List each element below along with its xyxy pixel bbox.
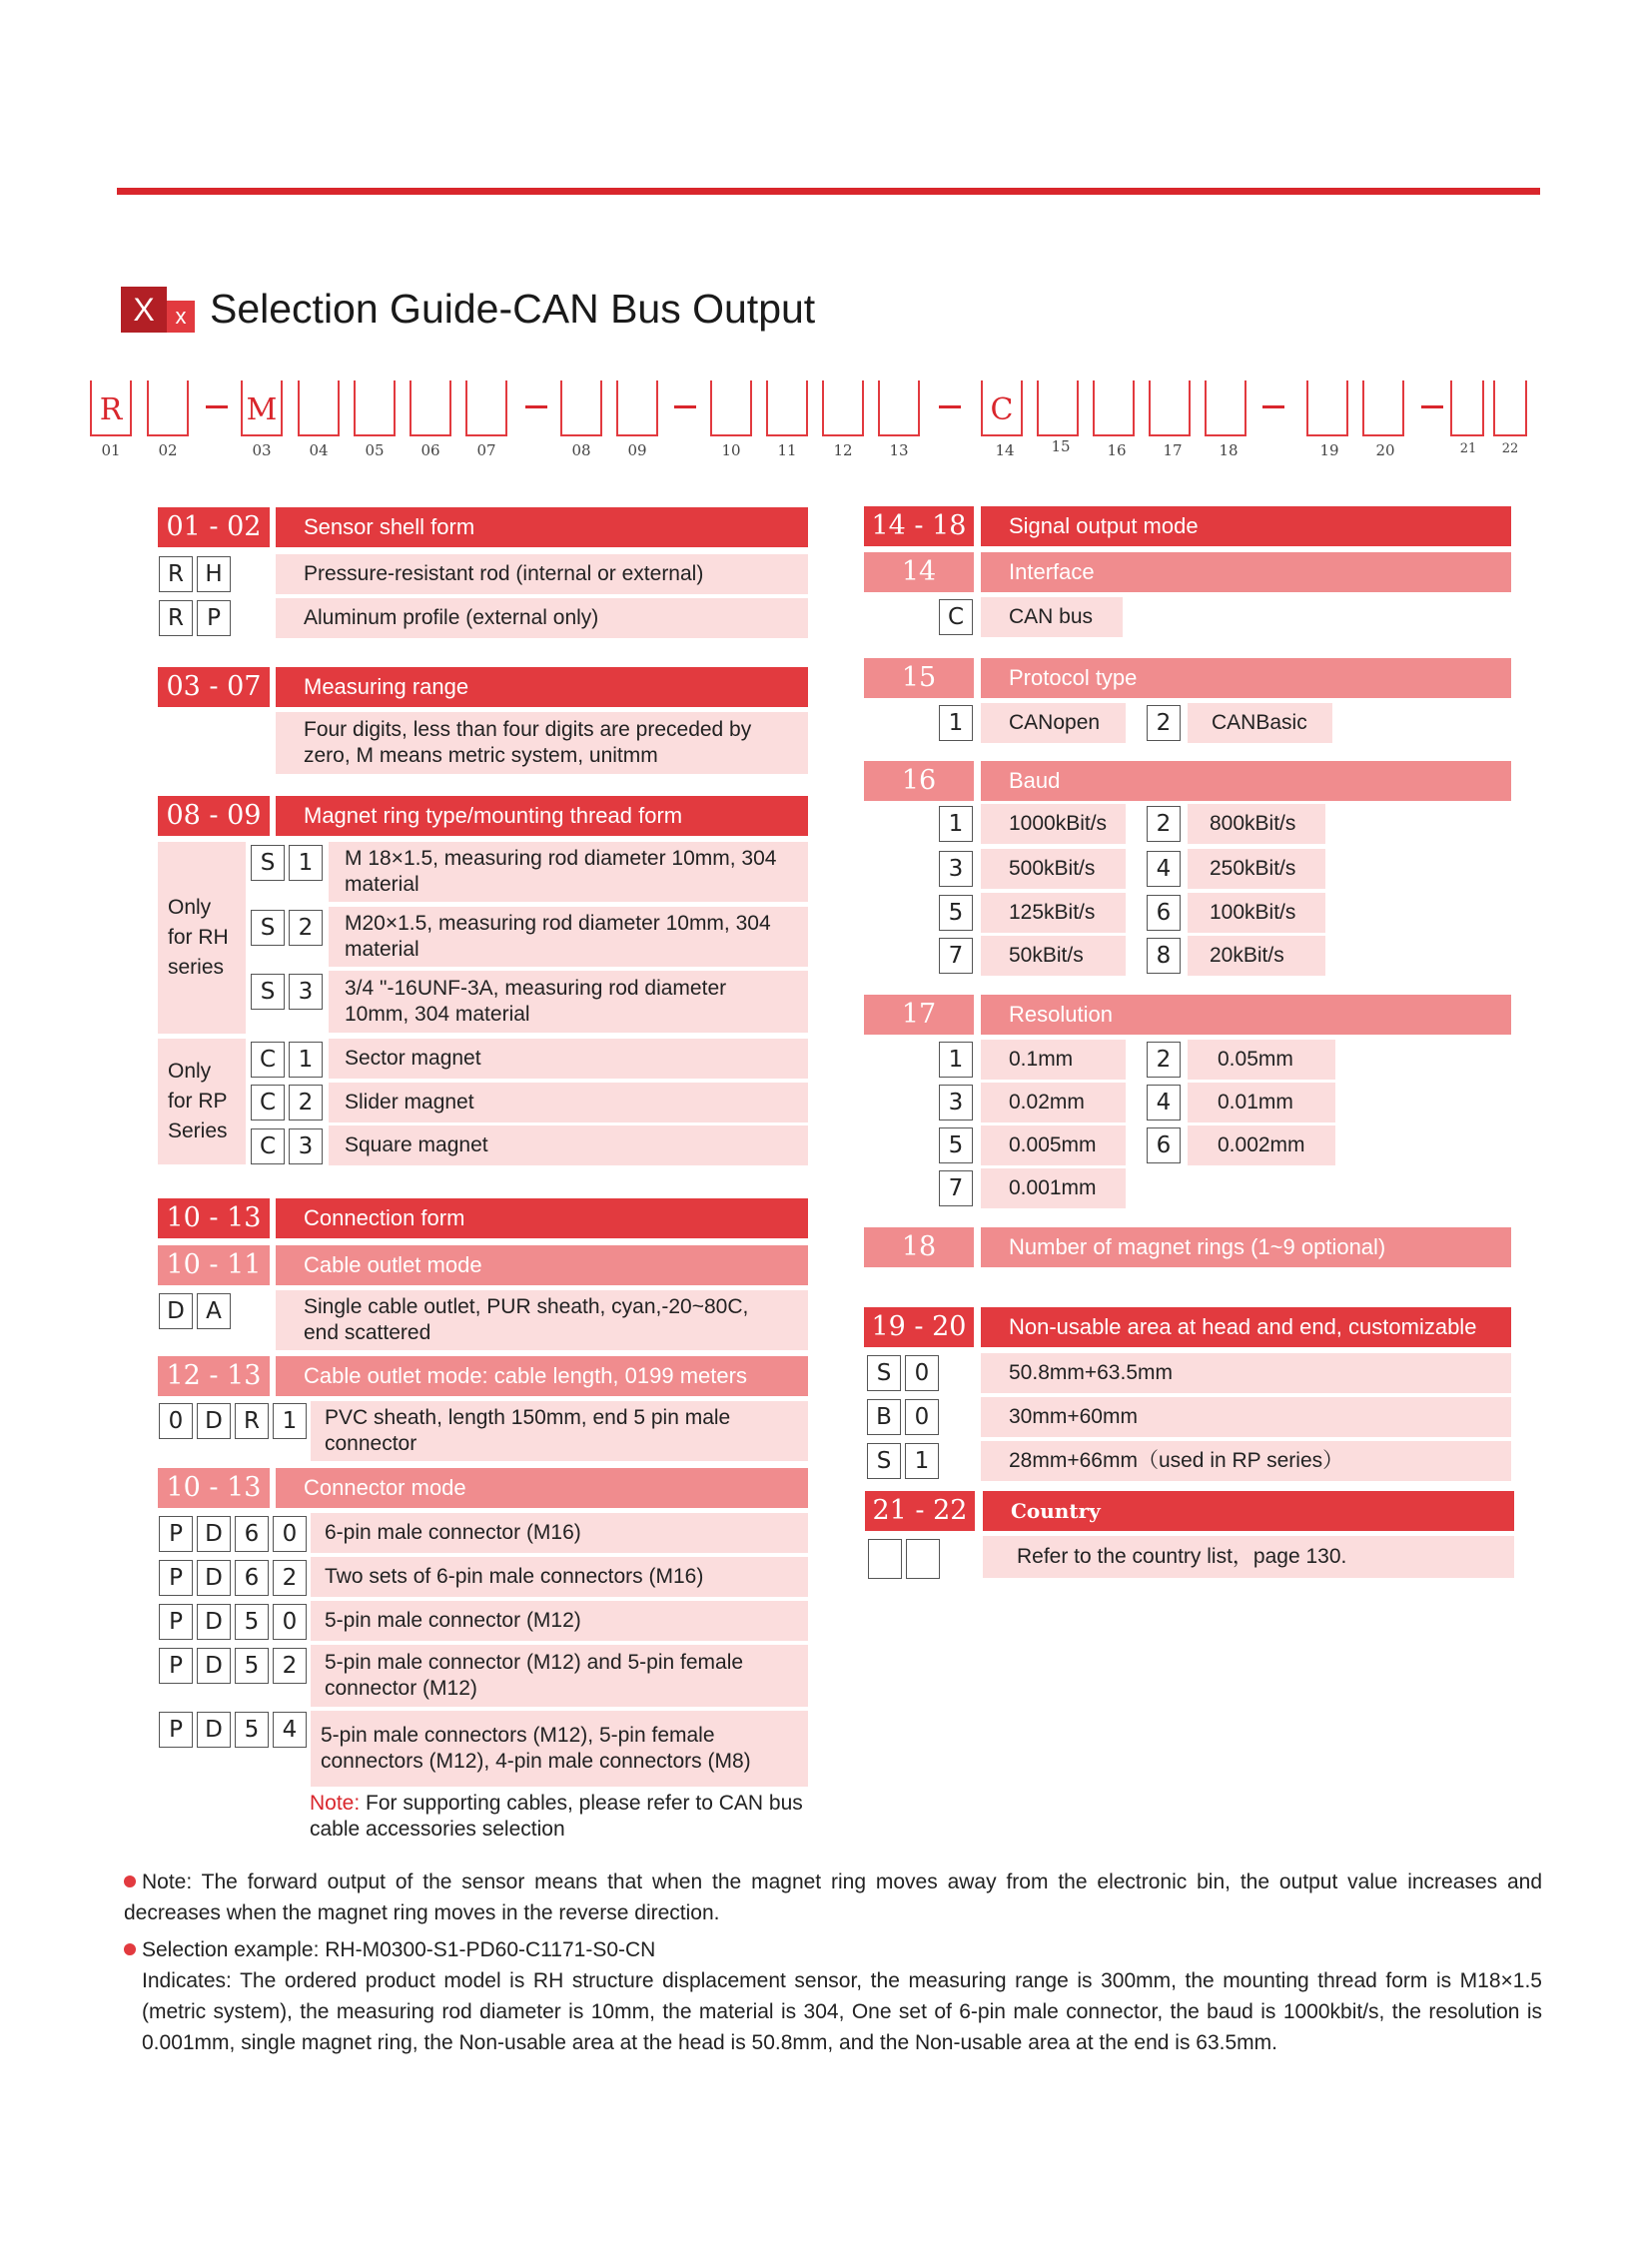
code-cell: P	[159, 1604, 193, 1640]
section-header-connection-form: Connection form	[276, 1198, 808, 1238]
option-row: M 18×1.5, measuring rod diameter 10mm, 304 material	[329, 842, 808, 902]
code-cell: 1	[939, 705, 973, 741]
section-header-measuring-range: Measuring range	[276, 667, 808, 707]
code-number: 17	[1163, 441, 1183, 459]
code-number: 04	[309, 441, 329, 459]
option-row: Sector magnet	[329, 1039, 808, 1079]
code-cell: 3	[289, 1128, 323, 1164]
code-cell: 5	[939, 1127, 973, 1163]
code-cell: 1	[939, 806, 973, 842]
code-number: 20	[1375, 441, 1395, 459]
code-cell: B	[867, 1399, 901, 1435]
code-box-08	[560, 380, 602, 436]
section-header-protocol: Protocol type	[981, 658, 1511, 698]
code-cell: P	[197, 600, 231, 636]
option-row: 6-pin male connector (M16)	[311, 1513, 808, 1553]
code-number: 02	[158, 441, 178, 459]
option-row: Slider magnet	[329, 1083, 808, 1122]
code-number: 06	[420, 441, 440, 459]
code-box-10	[710, 380, 752, 436]
option-row: Refer to the country list，page 130.	[983, 1536, 1514, 1578]
code-box-13	[878, 380, 920, 436]
option-row: Pressure-resistant rod (internal or external)	[276, 554, 808, 594]
option-row: 3/4 "-16UNF-3A, measuring rod diameter 10mm, 304 material	[329, 971, 808, 1033]
code-box-22	[1493, 380, 1527, 436]
code-number: 12	[833, 441, 853, 459]
option-row: 0.02mm	[981, 1083, 1126, 1122]
code-box-03: M	[241, 380, 283, 436]
code-cell: 2	[273, 1560, 307, 1596]
cable-note	[310, 1791, 809, 1843]
brand-logo-large: X	[121, 287, 167, 333]
code-cell: P	[159, 1516, 193, 1552]
option-row: 50.8mm+63.5mm	[981, 1353, 1511, 1393]
code-dash	[674, 405, 696, 408]
section-header-cable-length: Cable outlet mode: cable length, 0199 meters	[276, 1356, 808, 1396]
code-cell: 0	[159, 1403, 193, 1439]
option-row: 28mm+66mm（used in RP series）	[981, 1441, 1511, 1481]
code-cell: 5	[235, 1604, 269, 1640]
code-cell: 4	[1147, 1085, 1181, 1121]
section-header-signal-output: Signal output mode	[981, 506, 1511, 546]
section-header-country: Country	[983, 1491, 1514, 1531]
code-number: 21	[1459, 441, 1477, 456]
option-row: 1000kBit/s	[981, 804, 1126, 844]
section-header-shell-form: Sensor shell form	[276, 507, 808, 547]
section-number-10-11: 10 - 11	[158, 1245, 270, 1285]
code-box-04	[298, 380, 340, 436]
code-cell: 0	[273, 1604, 307, 1640]
code-number: 01	[101, 441, 121, 459]
code-cell: 2	[289, 1085, 323, 1121]
code-cell: D	[197, 1516, 231, 1552]
section-header-non-usable-area: Non-usable area at head and end, customizable	[981, 1307, 1511, 1347]
code-cell: C	[251, 1042, 285, 1078]
section-header-magnet-rings: Number of magnet rings (1~9 optional)	[981, 1227, 1511, 1267]
group-label-rp: Only for RP Series	[158, 1039, 246, 1164]
option-row: 5-pin male connector (M12)	[311, 1601, 808, 1641]
section-number-18: 18	[864, 1227, 974, 1267]
code-box-11	[766, 380, 808, 436]
code-cell: P	[159, 1712, 193, 1748]
note-text: For supporting cables, please refer to CAN bus cable accessories selection	[310, 1792, 803, 1841]
section-header-magnet-ring: Magnet ring type/mounting thread form	[276, 796, 808, 836]
section-header-resolution: Resolution	[981, 995, 1511, 1035]
code-number: 15	[1051, 437, 1071, 455]
code-dash	[939, 405, 961, 408]
section-number-12-13: 12 - 13	[158, 1356, 270, 1396]
example-explanation: Indicates: The ordered product model is RH structure displacement sensor, the measuring range is 300mm, the mounting thread form is M18×1.5 (metric system), the measuring rod diameter is 10mm, the material is 304, One set of 6-pin male connector, the baud is 1000kbit/s, the resolution is 0.001mm, single magnet ring, the Non-usable area at the head is 50.8mm, and the Non-usable area at the end is 63.5mm.	[142, 1969, 1542, 2054]
option-row: 0.01mm	[1188, 1083, 1335, 1122]
option-row: Two sets of 6-pin male connectors (M16)	[311, 1557, 808, 1597]
code-box-20	[1362, 380, 1404, 436]
code-cell: 0	[273, 1516, 307, 1552]
code-cell: R	[159, 556, 193, 592]
code-box-15	[1037, 380, 1079, 436]
bullet-icon	[124, 1943, 136, 1955]
code-number: 16	[1107, 441, 1127, 459]
code-box-09	[616, 380, 658, 436]
section-number-19-20: 19 - 20	[864, 1307, 974, 1347]
code-number: 05	[365, 441, 385, 459]
code-number: 22	[1501, 441, 1519, 456]
section-number-01-02: 01 - 02	[158, 507, 270, 547]
section-number-14-18: 14 - 18	[864, 506, 974, 546]
code-cell: H	[197, 556, 231, 592]
code-cell: 5	[235, 1712, 269, 1748]
page-title: Selection Guide-CAN Bus Output	[210, 286, 816, 332]
code-cell: R	[159, 600, 193, 636]
option-row: 5-pin male connector (M12) and 5-pin female connector (M12)	[311, 1645, 808, 1707]
code-cell: 0	[905, 1399, 939, 1435]
code-box-17	[1149, 380, 1191, 436]
code-cell: 7	[939, 1170, 973, 1206]
code-number: 09	[627, 441, 647, 459]
option-row: 5-pin male connectors (M12), 5-pin female connectors (M12), 4-pin male connectors (M8)	[311, 1711, 808, 1787]
code-number: 03	[252, 441, 272, 459]
code-cell: P	[159, 1648, 193, 1684]
section-number-08-09: 08 - 09	[158, 796, 270, 836]
code-cell: 5	[939, 895, 973, 931]
code-box-02	[147, 380, 189, 436]
code-dash	[1421, 405, 1443, 408]
bullet-icon	[124, 1875, 136, 1887]
code-number: 07	[476, 441, 496, 459]
code-cell: 2	[273, 1648, 307, 1684]
code-box-05	[354, 380, 396, 436]
code-cell: S	[867, 1355, 901, 1391]
code-number: 08	[571, 441, 591, 459]
code-box-18	[1205, 380, 1246, 436]
code-cell: D	[159, 1293, 193, 1329]
code-cell: C	[939, 599, 973, 635]
code-cell: 3	[939, 1085, 973, 1121]
section-number-03-07: 03 - 07	[158, 667, 270, 707]
code-cell: 3	[939, 851, 973, 887]
option-row: 0.001mm	[981, 1168, 1126, 1208]
code-number: 11	[777, 441, 797, 459]
section-header-interface: Interface	[981, 552, 1511, 592]
code-cell: S	[251, 845, 285, 881]
code-cell: 7	[939, 938, 973, 974]
code-number: 18	[1219, 441, 1239, 459]
code-box-14: C	[981, 380, 1023, 436]
code-cell: 2	[1147, 1042, 1181, 1078]
option-row: Square magnet	[329, 1125, 808, 1165]
code-cell: A	[197, 1293, 231, 1329]
option-row: Four digits, less than four digits are preceded by zero, M means metric system, unitmm	[276, 712, 808, 774]
code-cell: 4	[273, 1712, 307, 1748]
code-cell: S	[867, 1443, 901, 1479]
section-number-17: 17	[864, 995, 974, 1035]
code-box-16	[1093, 380, 1135, 436]
option-row: CAN bus	[981, 597, 1123, 637]
code-cell: S	[251, 974, 285, 1010]
code-box-12	[822, 380, 864, 436]
code-box-19	[1306, 380, 1348, 436]
code-cell: 2	[1147, 806, 1181, 842]
code-cell: 2	[289, 910, 323, 946]
code-number: 14	[995, 441, 1015, 459]
code-box-06	[410, 380, 451, 436]
option-row: 500kBit/s	[981, 849, 1126, 889]
forward-output-note	[124, 1867, 1542, 1928]
section-header-connector-mode: Connector mode	[276, 1468, 808, 1508]
top-rule	[117, 188, 1540, 195]
option-row: 20kBit/s	[1188, 936, 1325, 976]
option-row: M20×1.5, measuring rod diameter 10mm, 304 material	[329, 907, 808, 967]
code-cell: 6	[1147, 1127, 1181, 1163]
section-number-16: 16	[864, 761, 974, 801]
code-cell: 5	[235, 1648, 269, 1684]
selection-example	[124, 1934, 1542, 1965]
code-cell: 1	[273, 1403, 307, 1439]
code-cell: 0	[905, 1355, 939, 1391]
brand-logo-small: x	[167, 301, 195, 333]
note-text: Note: The forward output of the sensor means that when the magnet ring moves away from the electronic bin, the output value increases and decreases when the magnet ring moves in the reverse direction.	[124, 1870, 1542, 1924]
option-row: 50kBit/s	[981, 936, 1126, 976]
code-cell	[868, 1539, 902, 1579]
code-cell: 1	[905, 1443, 939, 1479]
example-label: Selection example: RH-M0300-S1-PD60-C1171-S0-CN	[142, 1938, 656, 1961]
code-box-21	[1450, 380, 1484, 436]
section-number-14: 14	[864, 552, 974, 592]
code-box-01: R	[90, 380, 132, 436]
code-dash	[525, 405, 547, 408]
option-row: 250kBit/s	[1188, 849, 1325, 889]
code-cell: 1	[289, 845, 323, 881]
option-row: Aluminum profile (external only)	[276, 598, 808, 638]
option-row: 800kBit/s	[1188, 804, 1325, 844]
code-cell: 4	[1147, 851, 1181, 887]
code-number: 19	[1319, 441, 1339, 459]
section-number-10-13: 10 - 13	[158, 1468, 270, 1508]
code-cell: 8	[1147, 938, 1181, 974]
code-cell: D	[197, 1648, 231, 1684]
code-cell: S	[251, 910, 285, 946]
code-cell: C	[251, 1128, 285, 1164]
code-box-07	[465, 380, 507, 436]
code-cell: 6	[235, 1560, 269, 1596]
code-cell: D	[197, 1403, 231, 1439]
code-cell: P	[159, 1560, 193, 1596]
section-number-15: 15	[864, 658, 974, 698]
option-row: CANBasic	[1188, 703, 1332, 743]
section-header-baud: Baud	[981, 761, 1511, 801]
option-row: 0.1mm	[981, 1040, 1126, 1080]
option-row: 0.002mm	[1188, 1125, 1335, 1165]
option-row: CANopen	[981, 703, 1126, 743]
code-cell: 1	[939, 1042, 973, 1078]
code-cell: R	[235, 1403, 269, 1439]
option-row: PVC sheath, length 150mm, end 5 pin male connector	[311, 1401, 808, 1461]
code-cell: D	[197, 1560, 231, 1596]
note-label: Note:	[310, 1792, 361, 1815]
code-cell: D	[197, 1712, 231, 1748]
section-number-21-22: 21 - 22	[865, 1491, 975, 1531]
code-number: 13	[889, 441, 909, 459]
code-cell: C	[251, 1085, 285, 1121]
code-cell: 6	[1147, 895, 1181, 931]
code-cell: 2	[1147, 705, 1181, 741]
option-row: 100kBit/s	[1188, 893, 1325, 933]
section-header-cable-outlet: Cable outlet mode	[276, 1245, 808, 1285]
code-dash	[1262, 405, 1284, 408]
option-row: 0.005mm	[981, 1125, 1126, 1165]
code-dash	[206, 405, 228, 408]
code-cell	[906, 1539, 940, 1579]
code-cell: 6	[235, 1516, 269, 1552]
option-row: 30mm+60mm	[981, 1397, 1511, 1437]
section-number-10-13: 10 - 13	[158, 1198, 270, 1238]
code-cell: 1	[289, 1042, 323, 1078]
group-label-rh: Only for RH series	[158, 842, 246, 1034]
code-cell: 3	[289, 974, 323, 1010]
code-number: 10	[721, 441, 741, 459]
code-cell: D	[197, 1604, 231, 1640]
option-row: 0.05mm	[1188, 1040, 1335, 1080]
option-row: 125kBit/s	[981, 893, 1126, 933]
option-row: Single cable outlet, PUR sheath, cyan,-20~80C, end scattered	[276, 1290, 808, 1350]
